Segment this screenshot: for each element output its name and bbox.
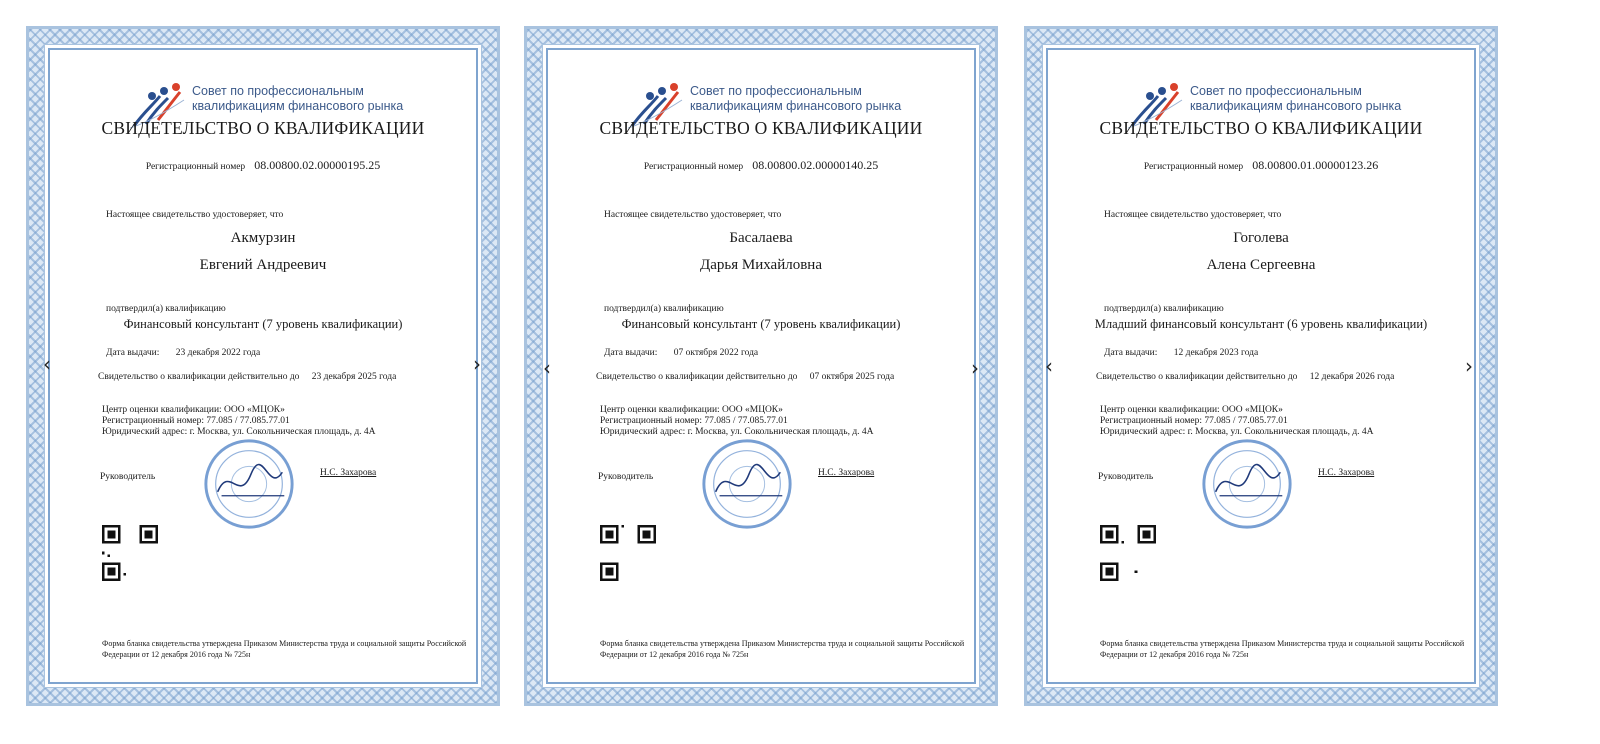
head-label: Руководитель — [100, 472, 156, 482]
council-name-line2: квалификациям финансового рынка — [192, 99, 404, 113]
assessment-center-reg: Регистрационный номер: 77.085 / 77.085.77.01 — [600, 416, 788, 426]
official-stamp — [200, 435, 298, 533]
confirmed-text: подтвердил(а) квалификацию — [1104, 304, 1224, 314]
registration-number — [50, 158, 476, 173]
issue-date-label: Дата выдачи: — [604, 348, 658, 358]
certificate-title: СВИДЕТЕЛЬСТВО О КВАЛИФИКАЦИИ — [1099, 118, 1423, 138]
holder-given-names: Алена Сергеевна — [1206, 257, 1316, 273]
issue-date-value: 07 октября 2022 года — [673, 348, 759, 358]
council-name — [1190, 84, 1401, 114]
issue-date-row — [1104, 348, 1258, 358]
certificate-card[interactable] — [524, 26, 998, 706]
valid-until-label: Свидетельство о квалификации действительно до — [1096, 372, 1298, 382]
assessment-center-info — [1100, 405, 1374, 438]
certificate-card[interactable] — [26, 26, 500, 706]
certificate-body — [546, 48, 976, 684]
assessment-center-reg: Регистрационный номер: 77.085 / 77.085.77.01 — [1100, 416, 1288, 426]
valid-until-row — [1096, 372, 1394, 382]
assessment-center-address: Юридический адрес: г. Москва, ул. Сокольническая площадь, д. 4А — [600, 427, 874, 437]
chevron-right-icon[interactable]: › — [1465, 354, 1473, 378]
council-name-line1: Совет по профессиональным — [1190, 84, 1362, 98]
qr-code[interactable] — [102, 525, 158, 581]
valid-until-value: 23 декабря 2025 года — [311, 372, 397, 382]
qualification: Младший финансовый консультант (6 уровень квалификации) — [1094, 317, 1428, 331]
holder-given-names: Дарья Михайловна — [700, 257, 822, 273]
head-name: Н.С. Захарова — [320, 468, 377, 478]
legal-footer: Форма бланка свидетельства утверждена Приказом Министерства труда и социальной защиты Российской Федерации от 12 декабря 2016 года № 725н — [600, 639, 965, 659]
council-name — [192, 84, 403, 114]
certifies-text: Настоящее свидетельство удостоверяет, что — [604, 210, 782, 220]
issue-date-label: Дата выдачи: — [106, 348, 160, 358]
official-stamp — [698, 435, 796, 533]
chevron-left-icon[interactable]: ‹ — [1045, 354, 1053, 378]
chevron-right-icon[interactable]: › — [473, 352, 481, 376]
confirmed-text: подтвердил(а) квалификацию — [604, 304, 724, 314]
chevron-right-icon[interactable]: › — [971, 356, 979, 380]
registration-number — [548, 158, 974, 173]
valid-until-row — [98, 372, 396, 382]
registration-label: Регистрационный номер — [145, 162, 246, 172]
holder-surname: Гоголева — [1233, 230, 1289, 246]
assessment-center-name: Центр оценки квалификации: ООО «МЦОК» — [600, 405, 783, 415]
head-name: Н.С. Захарова — [818, 468, 875, 478]
registration-value: 08.00800.02.00000140.25 — [752, 158, 879, 172]
assessment-center-name: Центр оценки квалификации: ООО «МЦОК» — [102, 405, 285, 415]
issue-date-row — [106, 348, 260, 358]
head-label: Руководитель — [598, 472, 654, 482]
issue-date-label: Дата выдачи: — [1104, 348, 1158, 358]
head-name: Н.С. Захарова — [1318, 468, 1375, 478]
holder-surname: Акмурзин — [230, 230, 296, 246]
chevron-left-icon[interactable]: ‹ — [543, 356, 551, 380]
valid-until-label: Свидетельство о квалификации действительно до — [596, 372, 798, 382]
registration-label: Регистрационный номер — [1143, 162, 1244, 172]
legal-footer: Форма бланка свидетельства утверждена Приказом Министерства труда и социальной защиты Российской Федерации от 12 декабря 2016 года № 725н — [102, 639, 467, 659]
issue-date-row — [604, 348, 758, 358]
qualification: Финансовый консультант (7 уровень квалификации) — [123, 317, 403, 331]
certificate-body — [48, 48, 478, 684]
registration-value: 08.00800.02.00000195.25 — [254, 158, 381, 172]
qualification: Финансовый консультант (7 уровень квалификации) — [621, 317, 901, 331]
certifies-text: Настоящее свидетельство удостоверяет, что — [1104, 210, 1282, 220]
registration-label: Регистрационный номер — [643, 162, 744, 172]
issue-date-value: 12 декабря 2023 года — [1173, 348, 1259, 358]
assessment-center-info — [102, 405, 376, 438]
holder-surname: Басалаева — [729, 230, 793, 246]
assessment-center-info — [600, 405, 874, 438]
valid-until-value: 12 декабря 2026 года — [1309, 372, 1395, 382]
certificate-body — [1046, 48, 1476, 684]
assessment-center-reg: Регистрационный номер: 77.085 / 77.085.77.01 — [102, 416, 290, 426]
council-name-line1: Совет по профессиональным — [690, 84, 862, 98]
certifies-text: Настоящее свидетельство удостоверяет, что — [106, 210, 284, 220]
valid-until-value: 07 октября 2025 года — [809, 372, 895, 382]
holder-given-names: Евгений Андреевич — [199, 257, 327, 273]
assessment-center-address: Юридический адрес: г. Москва, ул. Сокольническая площадь, д. 4А — [102, 427, 376, 437]
council-name-line2: квалификациям финансового рынка — [1190, 99, 1402, 113]
council-name-line2: квалификациям финансового рынка — [690, 99, 902, 113]
council-name-line1: Совет по профессиональным — [192, 84, 364, 98]
issue-date-value: 23 декабря 2022 года — [175, 348, 261, 358]
registration-number — [1048, 158, 1474, 173]
council-name — [690, 84, 901, 114]
certificate-title: СВИДЕТЕЛЬСТВО О КВАЛИФИКАЦИИ — [599, 118, 923, 138]
certificate-card[interactable] — [1024, 26, 1498, 706]
head-label: Руководитель — [1098, 472, 1154, 482]
qr-code[interactable] — [1100, 525, 1156, 581]
registration-value: 08.00800.01.00000123.26 — [1252, 158, 1379, 172]
valid-until-row — [596, 372, 894, 382]
valid-until-label: Свидетельство о квалификации действительно до — [98, 372, 300, 382]
legal-footer: Форма бланка свидетельства утверждена Приказом Министерства труда и социальной защиты Российской Федерации от 12 декабря 2016 года № 725н — [1100, 639, 1465, 659]
confirmed-text: подтвердил(а) квалификацию — [106, 304, 226, 314]
official-stamp — [1198, 435, 1296, 533]
qr-code[interactable] — [600, 525, 656, 581]
chevron-left-icon[interactable]: ‹ — [43, 352, 51, 376]
assessment-center-address: Юридический адрес: г. Москва, ул. Сокольническая площадь, д. 4А — [1100, 427, 1374, 437]
certificate-title: СВИДЕТЕЛЬСТВО О КВАЛИФИКАЦИИ — [101, 118, 425, 138]
assessment-center-name: Центр оценки квалификации: ООО «МЦОК» — [1100, 405, 1283, 415]
